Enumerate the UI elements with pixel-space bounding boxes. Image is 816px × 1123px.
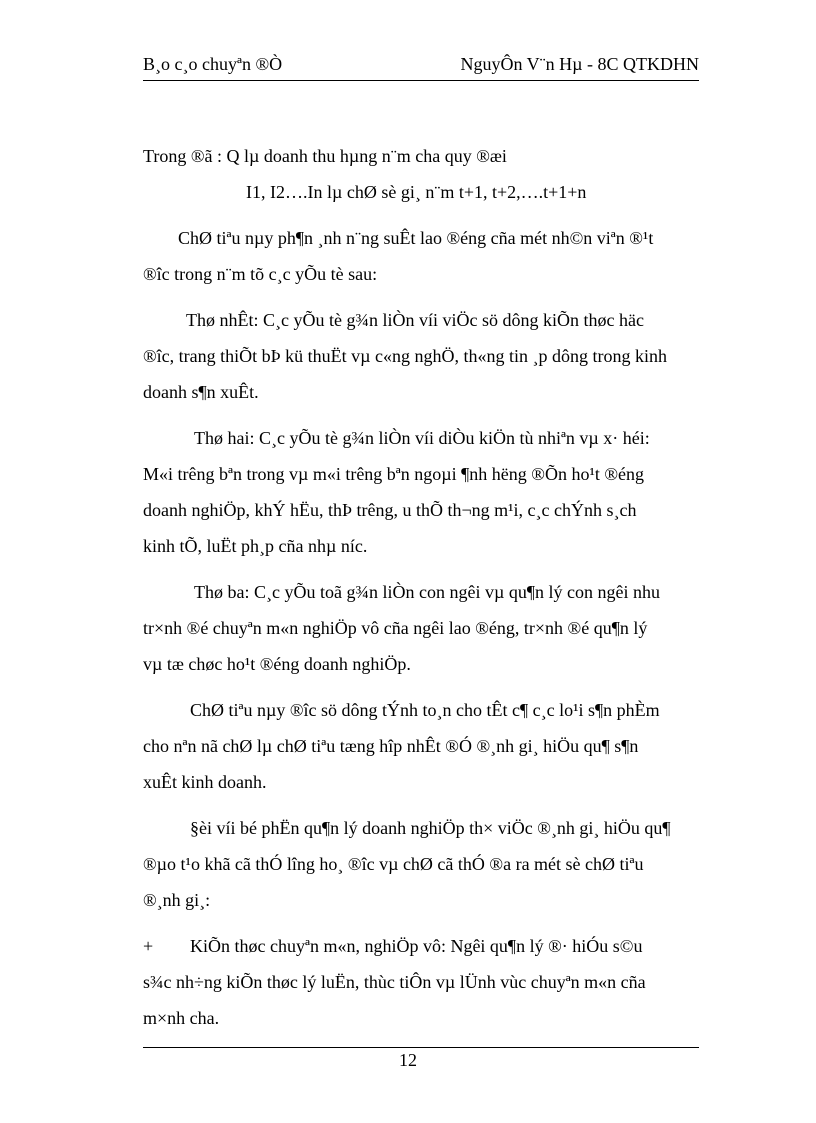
page-number: 12 [399, 1050, 417, 1070]
text-line: M«i trêng bªn trong vµ m«i trêng bªn ngoµi ¶nh hëng ®Õn ho¹t ®éng [143, 464, 645, 484]
text-line: xuÊt kinh doanh. [143, 772, 267, 792]
text-line: ®îc, trang thiÕt bÞ kü thuËt vµ c«ng nghÖ, th«ng tin ¸p dông trong kinh [143, 346, 668, 366]
text-line: ®¸nh gi¸: [143, 890, 211, 910]
text-line: s¾c nh÷ng kiÕn thøc lý luËn, thùc tiÔn vµ lÜnh vùc chuyªn m«n cña [143, 972, 646, 992]
text-line: ChØ tiªu nµy ®îc sö dông tÝnh to¸n cho tÊt c¶ c¸c lo¹i s¶n phÈm [190, 700, 660, 720]
text-line: Thø ba: C¸c yÕu toã g¾n liÒn con ngêi vµ qu¶n lý con ngêi nhu [194, 582, 660, 602]
paragraph-6 [143, 810, 699, 918]
text-line: m×nh cha. [143, 1008, 220, 1028]
footer-divider [143, 1047, 699, 1048]
text-line: §èi víi bé phËn qu¶n lý doanh nghiÖp th× viÖc ®¸nh gi¸ hiÖu qu¶ [190, 818, 671, 838]
header-divider [143, 80, 699, 81]
text-line: Thø nhÊt: C¸c yÕu tè g¾n liÒn víi viÖc sö dông kiÕn thøc häc [186, 310, 644, 330]
page-header [143, 52, 699, 82]
text-line: I1, I2….In lµ chØ sè gi¸ n¨m t+1, t+2,….t+1+n [246, 182, 587, 202]
paragraph-5 [143, 692, 699, 800]
formula-legend-line-1 [143, 138, 699, 174]
text-line: ®µo t¹o khã cã thÓ lîng ho¸ ®îc vµ chØ cã thÓ ®a ra mét sè chØ tiªu [143, 854, 644, 874]
text-line: tr×nh ®é chuyªn m«n nghiÖp vô cña ngêi lao ®éng, tr×nh ®é qu¶n lý [143, 618, 648, 638]
paragraph-3 [143, 420, 699, 564]
document-body [143, 138, 699, 1036]
text-line: cho nªn nã chØ lµ chØ tiªu tæng hîp nhÊt ®Ó ®¸nh gi¸ hiÖu qu¶ s¶n [143, 736, 639, 756]
text-line [143, 928, 699, 964]
header-report-title: B¸o c¸o chuyªn ®Ò [143, 54, 283, 74]
text-line: vµ tæ chøc ho¹t ®éng doanh nghiÖp. [143, 654, 411, 674]
text-line: ChØ tiªu nµy ph¶n ¸nh n¨ng suÊt lao ®éng cña mét nh©n viªn ®¹t [178, 228, 654, 248]
paragraph-4 [143, 574, 699, 682]
text-line: Trong ®ã : Q lµ doanh thu hµng n¨m cha quy ®æi [143, 146, 507, 166]
paragraph-7 [143, 928, 699, 1036]
text-line: Thø hai: C¸c yÕu tè g¾n liÒn víi diÒu kiÖn tù nhiªn vµ x· héi: [194, 428, 650, 448]
text-line: kinh tÕ, luËt ph¸p cña nhµ níc. [143, 536, 368, 556]
bullet-text: KiÕn thøc chuyªn m«n, nghiÖp vô: Ngêi qu¶n lý ®· hiÓu s©u [190, 936, 643, 956]
header-author: NguyÔn V¨n Hµ - 8C QTKDHN [460, 54, 699, 74]
formula-legend-line-2 [143, 174, 699, 210]
text-line: doanh s¶n xuÊt. [143, 382, 259, 402]
paragraph-2 [143, 302, 699, 410]
bullet-plus-marker: + [143, 936, 154, 956]
text-line: ®îc trong n¨m tõ c¸c yÕu tè sau: [143, 264, 378, 284]
paragraph-1 [143, 220, 699, 292]
text-line: doanh nghiÖp, khÝ hËu, thÞ trêng, u thÕ th¬ng m¹i, c¸c chÝnh s¸ch [143, 500, 637, 520]
